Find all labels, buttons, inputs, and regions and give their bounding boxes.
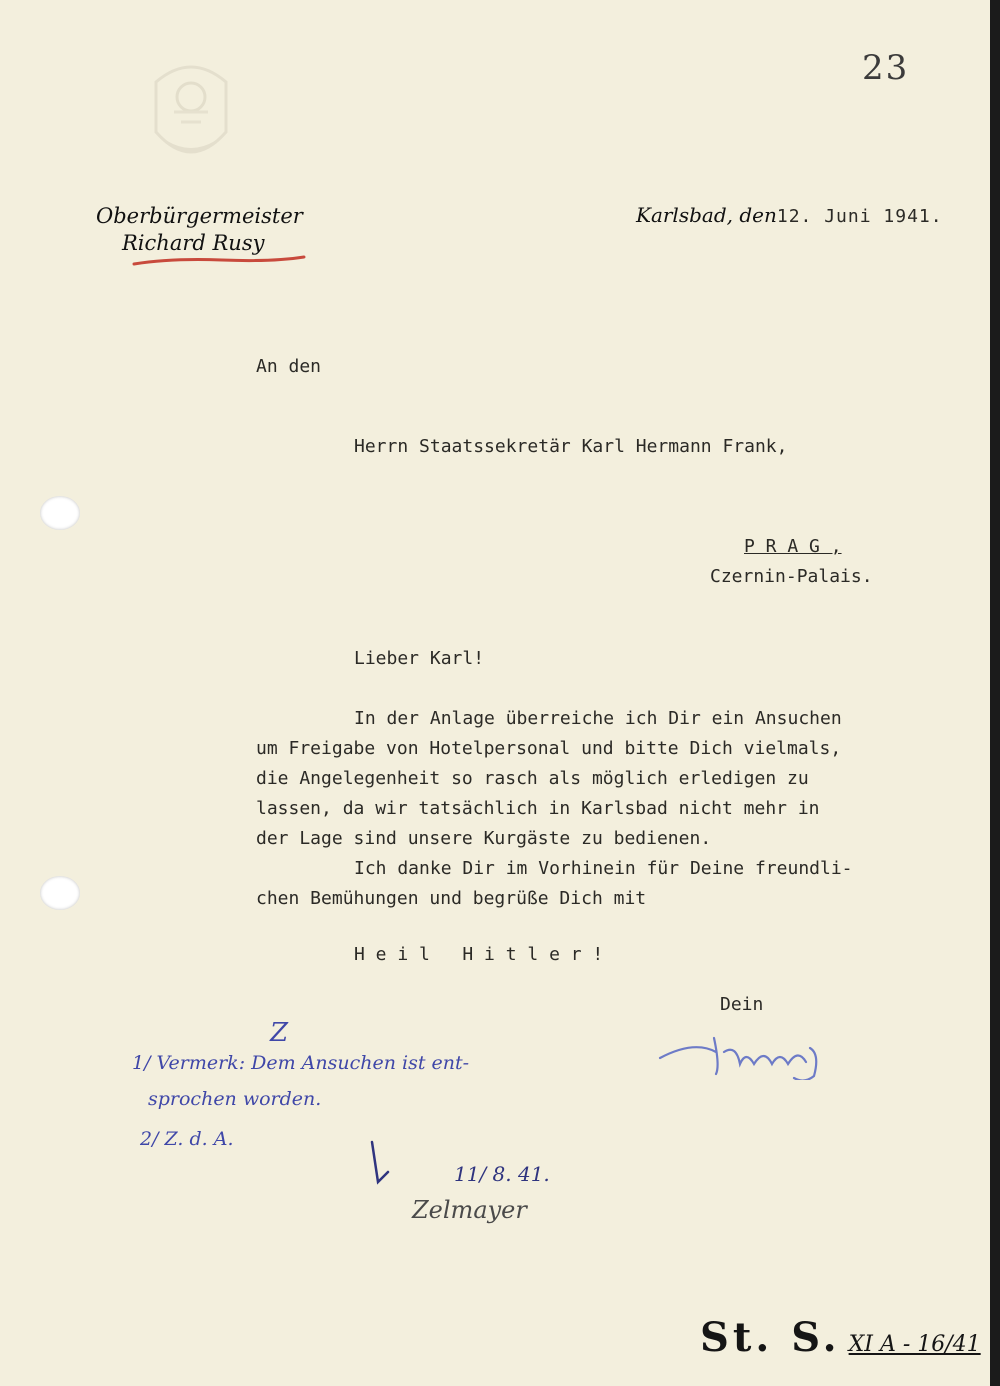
handwritten-note-line: 2/ Z. d. A. [140, 1128, 234, 1150]
greeting: Lieber Karl! [354, 648, 485, 669]
letterhead [96, 203, 303, 257]
date-line [636, 203, 943, 227]
page-number: 23 [862, 48, 910, 88]
handwritten-date-note: 11/ 8. 41. [454, 1162, 550, 1186]
date-place: Karlsbad, den [636, 203, 777, 227]
handwritten-mark: Z [270, 1018, 289, 1048]
body-line: Ich danke Dir im Vorhinein für Deine freundli- [354, 858, 853, 879]
body-line: um Freigabe von Hotelpersonal und bitte Dich vielmals, [256, 738, 842, 759]
body-line: lassen, da wir tatsächlich in Karlsbad nicht mehr in [256, 798, 820, 819]
letterhead-name: Richard Rusy [122, 231, 265, 255]
red-pencil-underline [132, 254, 307, 268]
signature-image [654, 1024, 844, 1080]
date-value: 12. Juni 1941. [776, 206, 943, 227]
body-line: chen Bemühungen und begrüße Dich mit [256, 888, 647, 909]
handwritten-note-line: 1/ Vermerk: Dem Ansuchen ist ent- [132, 1052, 470, 1074]
closing-salute: H e i l H i t l e r ! [354, 944, 604, 965]
embossed-crest-icon [136, 52, 246, 182]
file-stamp [700, 1314, 981, 1361]
file-stamp-number: XI A - 16/41 [848, 1332, 981, 1357]
letterhead-title: Oberbürgermeister [96, 204, 303, 228]
handwritten-tick-icon [364, 1138, 394, 1186]
file-stamp-letters: St. S. [700, 1314, 841, 1361]
recipient-address: Czernin-Palais. [710, 566, 873, 587]
scan-edge [990, 0, 1000, 1386]
recipient-city: P R A G , [744, 536, 842, 557]
handwritten-note-line: sprochen worden. [148, 1088, 322, 1110]
body-line: In der Anlage überreiche ich Dir ein Ansuchen [354, 708, 842, 729]
body-line: die Angelegenheit so rasch als möglich erledigen zu [256, 768, 809, 789]
recipient-prefix: An den [256, 356, 322, 377]
punch-hole-bottom [40, 876, 80, 910]
closing-word: Dein [720, 994, 764, 1015]
recipient-name: Herrn Staatssekretär Karl Hermann Frank, [354, 436, 788, 457]
body-line: der Lage sind unsere Kurgäste zu bedienen. [256, 828, 712, 849]
letter-body [256, 704, 853, 914]
punch-hole-top [40, 496, 80, 530]
handwritten-initials: Zelmayer [412, 1196, 527, 1224]
